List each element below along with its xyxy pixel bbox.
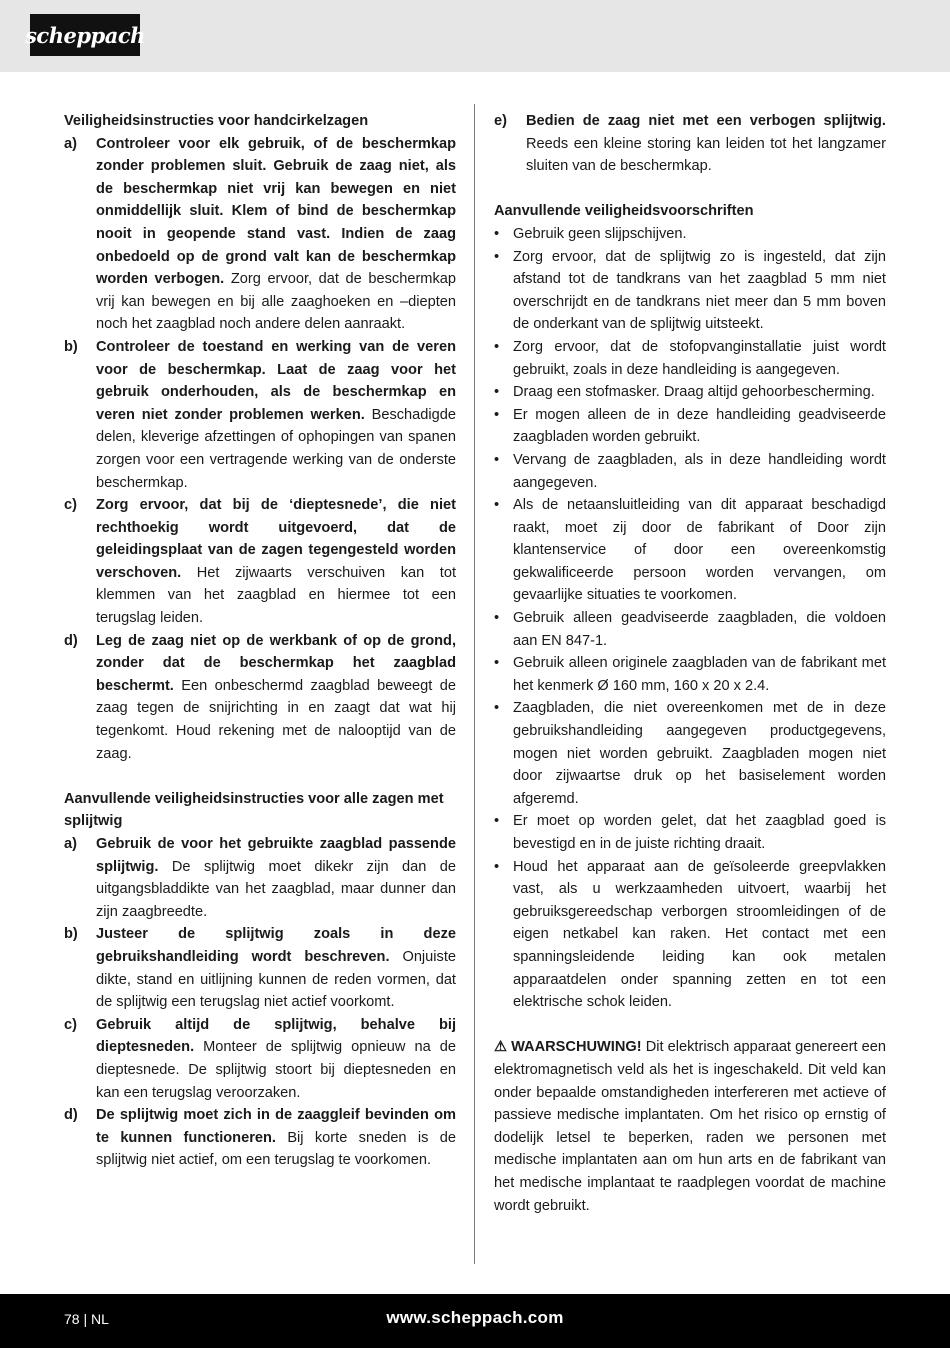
item-text: Zorg ervoor, dat de beschermkap vrij kan bewegen en bij alle zaaghoeken en –diepten noch het zaagblad noch andere delen aanraakt. bbox=[96, 271, 456, 333]
list-item bbox=[64, 336, 456, 494]
bullet-item: • Als de netaansluitleiding van dit apparaat beschadigd raakt, moet zij door de fabrikant of Door zijn klantenservice of door een overeenkomstig gekwalificeerde persoon worden vervangen, om gevaarlijke situaties te voorkomen. bbox=[494, 494, 886, 607]
header-bar bbox=[0, 0, 950, 72]
item-label: a) bbox=[64, 836, 77, 852]
section-title-splijtwig: Aanvullende veiligheidsinstructies voor alle zagen met splijtwig bbox=[64, 790, 444, 830]
right-column bbox=[494, 110, 886, 1217]
bullet-icon: • bbox=[494, 497, 500, 514]
bullet-icon: • bbox=[494, 384, 500, 401]
item-bold-text: Controleer de toestand en werking van de veren voor de beschermkap. Laat de zaag voor het gebruik onderhouden, als de beschermkap en veren niet zonder problemen werken. bbox=[96, 338, 456, 423]
item-bold-text: Gebruik altijd de splijtwig, behalve bij dieptesneden. bbox=[96, 1016, 456, 1056]
item-label: d) bbox=[64, 632, 78, 649]
left-column bbox=[64, 110, 456, 1172]
item-label: b) bbox=[64, 926, 78, 943]
list-item bbox=[64, 833, 456, 923]
item-label: d) bbox=[64, 1107, 78, 1124]
bullet-icon: • bbox=[494, 451, 500, 468]
item-text: Onjuiste dikte, stand en uitlijning kunnen de reden vormen, dat de splijtwig een terugslag niet actief voorkomt. bbox=[96, 948, 457, 1011]
list-item bbox=[64, 1104, 456, 1172]
item-text: Bij korte sneden is de splijtwig niet actief, om een terugslag te voorkomen. bbox=[96, 1129, 456, 1169]
item-bold-text: Gebruik de voor het gebruikte zaagblad passende splijtwig. bbox=[96, 836, 456, 875]
scheppach-logo: scheppach bbox=[30, 14, 140, 56]
section-title-handcirkelzagen: Veiligheidsinstructies voor handcirkelzagen bbox=[64, 113, 369, 129]
bullet-item: • Gebruik alleen originele zaagbladen van de fabrikant met het kenmerk Ø 160 mm, 160 x 20 x 2.4. bbox=[494, 652, 886, 697]
item-bold-text: Controleer voor elk gebruik, of de beschermkap zonder problemen sluit. Gebruik de zaag niet, als de beschermkap niet vrij kan bewegen en niet onmiddellijk sluit. Klem of bind de beschermkap nooit in geopende stand vast. Indien de zaag onbedoeld op de grond valt kan de beschermkap worden verbogen. bbox=[96, 135, 456, 288]
bullet-icon: • bbox=[494, 655, 500, 672]
item-bold-text: Leg de zaag niet op de werkbank of op de grond, zonder dat de beschermkap het zaagblad beschermt. bbox=[96, 632, 456, 694]
footer-bar bbox=[0, 1294, 950, 1348]
warning-paragraph bbox=[494, 1036, 886, 1217]
item-label: b) bbox=[64, 338, 78, 355]
bullet-icon: • bbox=[494, 338, 500, 355]
list-item bbox=[64, 133, 456, 336]
bullet-item: • Er moet op worden gelet, dat het zaagblad goed is bevestigd en in de juiste richting draait. bbox=[494, 810, 886, 855]
bullet-item: • Vervang de zaagbladen, als in deze handleiding wordt aangegeven. bbox=[494, 449, 886, 494]
website-link[interactable]: www.scheppach.com bbox=[386, 1308, 564, 1327]
item-label: c) bbox=[64, 497, 77, 514]
item-bold-text: Zorg ervoor, dat bij de ‘dieptesnede’, die niet rechthoekig wordt uitgevoerd, dat de geleidingsplaat van de zagen tegengesteld worden verschoven. bbox=[96, 497, 456, 581]
bullet-icon: • bbox=[494, 813, 500, 830]
warning-triangle-icon: ⚠ bbox=[494, 1039, 508, 1056]
bullet-item: • Draag een stofmasker. Draag altijd gehoorbescherming. bbox=[494, 381, 886, 404]
page-number: 78 | NL bbox=[64, 1311, 109, 1327]
list-item bbox=[64, 630, 456, 766]
warning-text: Dit elektrisch apparaat genereert een elektromagnetisch veld als het is ingeschakeld. Dit veld kan onder bepaalde omstandigheden interfereren met actieve of passieve medische implantaten. Om het risico op ernstig of dodelijk letsel te beperken, raden we personen met medische implantaten aan om hun arts en de fabrikant van het medische implantaat te raadplegen voordat de machine wordt gebruikt. bbox=[494, 1039, 886, 1214]
item-text: Beschadigde delen, kleverige afzettingen of ophopingen van spanen zorgen voor een vertragende werking van de onderste beschermkap. bbox=[96, 406, 456, 491]
bullet-item: • Zaagbladen, die niet overeenkomen met de in deze gebruikshandleiding aangegeven productgegevens, mogen niet worden gebruikt. Zaagbladen mogen niet door zijwaartse druk op het basiselement worden afgeremd. bbox=[494, 697, 886, 810]
item-text: Het zijwaarts verschuiven kan tot klemmen van het zaagblad en hiermee tot een terugslag leiden. bbox=[96, 564, 456, 627]
bullet-icon: • bbox=[494, 248, 500, 265]
item-label: a) bbox=[64, 135, 77, 152]
item-bold-text: Bedien de zaag niet met een verbogen splijtwig. bbox=[526, 113, 886, 129]
item-text: Een onbeschermd zaagblad beweegt de zaag tegen de snijrichting in en zaagt dat wat hij tegenkomt. Houd rekening met de nalooptijd van de zaag. bbox=[96, 677, 456, 762]
item-text: Reeds een kleine storing kan leiden tot het langzamer sluiten van de beschermkap. bbox=[526, 135, 886, 175]
item-bold-text: De splijtwig moet zich in de zaaggleif bevinden om te kunnen functioneren. bbox=[96, 1107, 456, 1146]
bullet-item: • Zorg ervoor, dat de splijtwig zo is ingesteld, dat zijn afstand tot de tandkrans van het zaagblad 5 mm niet overschrijdt en de tandkrans niet meer dan 5 mm boven de onderkant van de splijtwig uitsteekt. bbox=[494, 246, 886, 336]
item-text: Monteer de splijtwig opnieuw na de dieptesnede. De splijtwig stoort bij dieptesneden en kan een terugslag veroorzaken. bbox=[96, 1039, 456, 1101]
bullet-list bbox=[494, 223, 886, 1014]
warning-label: WAARSCHUWING! bbox=[511, 1039, 642, 1056]
bullet-item: • Zorg ervoor, dat de stofopvanginstallatie juist wordt gebruikt, zoals in deze handleiding is aangegeven. bbox=[494, 336, 886, 381]
list-item bbox=[64, 1014, 456, 1104]
list-item bbox=[64, 494, 456, 630]
list-item bbox=[64, 923, 456, 1013]
bullet-item: • Er mogen alleen de in deze handleiding geadviseerde zaagbladen worden gebruikt. bbox=[494, 404, 886, 449]
list-item bbox=[494, 110, 886, 178]
bullet-item: • Gebruik alleen geadviseerde zaagbladen, die voldoen aan EN 847-1. bbox=[494, 607, 886, 652]
bullet-icon: • bbox=[494, 225, 500, 242]
item-text: De splijtwig moet dikekr zijn dan de uitgangsbladdikte van het zaagblad, maar dunner dan zijn zaagbreedte. bbox=[96, 858, 456, 920]
column-divider bbox=[474, 104, 475, 1264]
bullet-icon: • bbox=[494, 406, 500, 423]
bullet-item: • Houd het apparaat aan de geïsoleerde greepvlakken vast, als u werkzaamheden uitvoert, waarbij het gebruiksgereedschap verborgen stroomleidingen of de eigen netkabel kan raken. Het contact met een spanningsleidende leiding kan ook metalen apparaatdelen onder spanning zetten en tot een elektrische schok leiden. bbox=[494, 856, 886, 1014]
bullet-icon: • bbox=[494, 858, 500, 875]
bullet-item: • Gebruik geen slijpschijven. bbox=[494, 223, 886, 246]
item-bold-text: Justeer de splijtwig zoals in deze gebruikshandleiding wordt beschreven. bbox=[96, 926, 456, 965]
bullet-icon: • bbox=[494, 700, 500, 717]
bullet-icon: • bbox=[494, 610, 500, 627]
item-label: e) bbox=[494, 113, 507, 129]
section-title-veiligheidsvoorschriften: Aanvullende veiligheidsvoorschriften bbox=[494, 203, 754, 220]
item-label: c) bbox=[64, 1016, 77, 1033]
